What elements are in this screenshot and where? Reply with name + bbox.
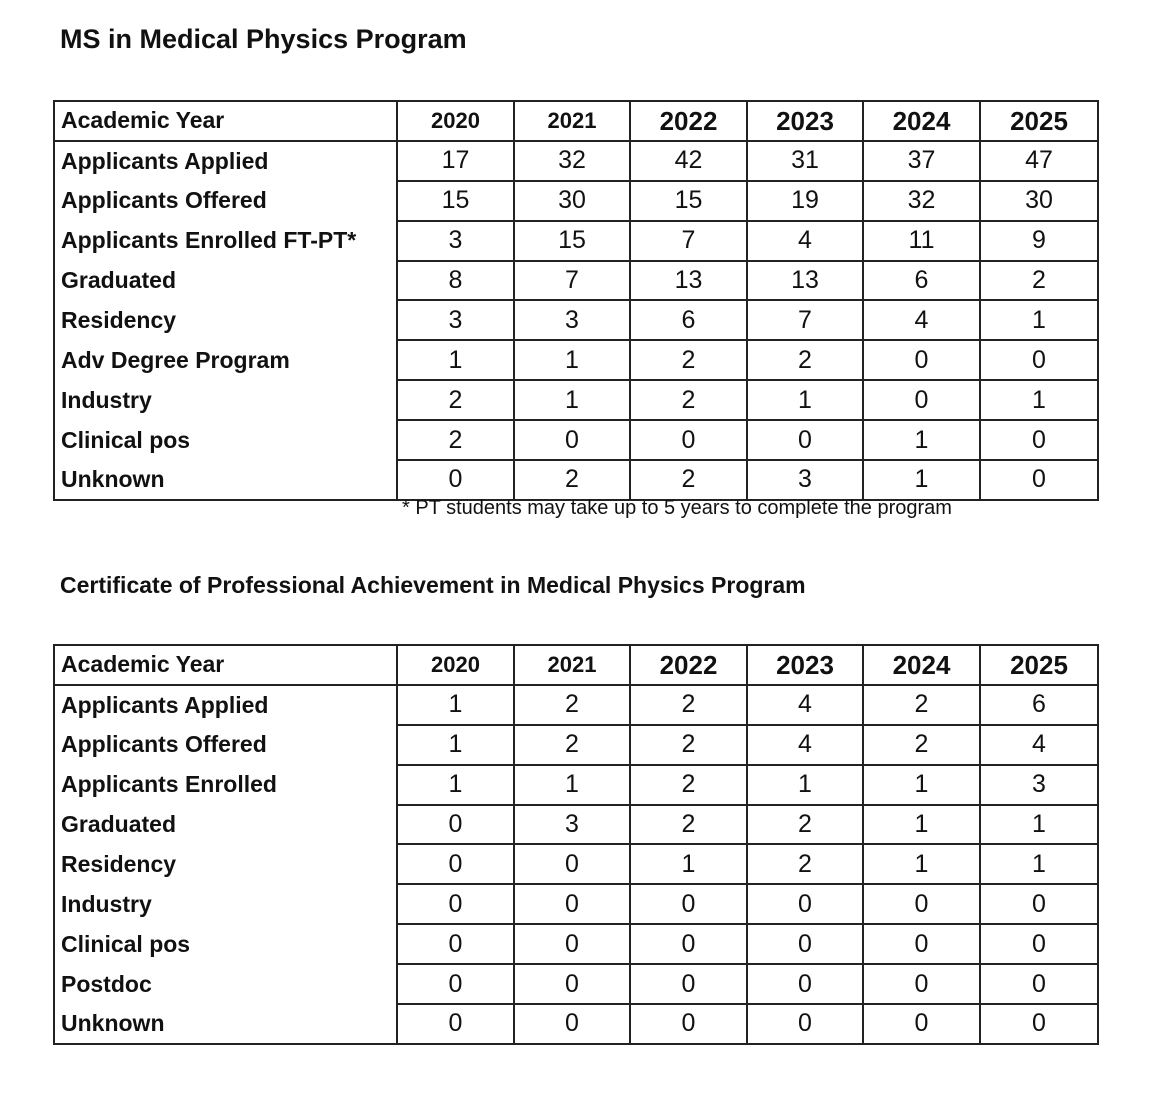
value-cell: 0 [747, 420, 863, 460]
row-label: Postdoc [54, 964, 397, 1004]
value-cell: 1 [397, 765, 514, 805]
value-cell: 7 [630, 221, 747, 261]
value-cell: 4 [863, 300, 980, 340]
value-cell: 0 [397, 844, 514, 884]
value-cell: 1 [747, 765, 863, 805]
value-cell: 2 [980, 261, 1098, 301]
value-cell: 47 [980, 141, 1098, 181]
row-label: Applicants Offered [54, 725, 397, 765]
value-cell: 1 [397, 340, 514, 380]
table-row [54, 1004, 1098, 1044]
value-cell: 0 [397, 460, 514, 500]
row-label: Unknown [54, 460, 397, 500]
value-cell: 1 [747, 380, 863, 420]
value-cell: 0 [980, 1004, 1098, 1044]
value-cell: 1 [514, 765, 630, 805]
value-cell: 1 [863, 765, 980, 805]
value-cell: 0 [863, 964, 980, 1004]
table-row [54, 964, 1098, 1004]
value-cell: 0 [397, 1004, 514, 1044]
value-cell: 15 [397, 181, 514, 221]
value-cell: 2 [630, 765, 747, 805]
table-header-row [54, 645, 1098, 685]
value-cell: 1 [863, 844, 980, 884]
year-header-cell: 2023 [747, 645, 863, 685]
value-cell: 4 [980, 725, 1098, 765]
row-label: Residency [54, 300, 397, 340]
value-cell: 1 [863, 805, 980, 845]
value-cell: 0 [514, 884, 630, 924]
row-label: Graduated [54, 261, 397, 301]
row-label: Industry [54, 380, 397, 420]
table-row [54, 844, 1098, 884]
year-header-cell: 2022 [630, 645, 747, 685]
table-row [54, 141, 1098, 181]
value-cell: 30 [514, 181, 630, 221]
row-label: Applicants Offered [54, 181, 397, 221]
value-cell: 1 [980, 805, 1098, 845]
value-cell: 1 [514, 340, 630, 380]
value-cell: 6 [630, 300, 747, 340]
row-label: Applicants Applied [54, 141, 397, 181]
table-header-row [54, 101, 1098, 141]
value-cell: 0 [630, 884, 747, 924]
value-cell: 3 [747, 460, 863, 500]
ms-footnote: * PT students may take up to 5 years to complete the program [402, 497, 952, 519]
value-cell: 0 [397, 805, 514, 845]
value-cell: 2 [514, 685, 630, 725]
value-cell: 0 [980, 340, 1098, 380]
value-cell: 6 [863, 261, 980, 301]
value-cell: 0 [397, 924, 514, 964]
value-cell: 15 [630, 181, 747, 221]
value-cell: 2 [397, 380, 514, 420]
value-cell: 0 [630, 1004, 747, 1044]
value-cell: 4 [747, 725, 863, 765]
table-row [54, 340, 1098, 380]
value-cell: 0 [863, 340, 980, 380]
value-cell: 0 [514, 924, 630, 964]
row-label: Applicants Enrolled FT-PT* [54, 221, 397, 261]
value-cell: 2 [863, 685, 980, 725]
value-cell: 30 [980, 181, 1098, 221]
value-cell: 0 [397, 964, 514, 1004]
table-row [54, 261, 1098, 301]
header-label: Academic Year [54, 645, 397, 685]
table-row [54, 805, 1098, 845]
value-cell: 3 [514, 300, 630, 340]
year-header-cell: 2020 [397, 645, 514, 685]
value-cell: 0 [630, 964, 747, 1004]
value-cell: 2 [514, 725, 630, 765]
value-cell: 1 [397, 685, 514, 725]
value-cell: 42 [630, 141, 747, 181]
value-cell: 0 [514, 1004, 630, 1044]
value-cell: 2 [630, 725, 747, 765]
value-cell: 0 [863, 1004, 980, 1044]
value-cell: 0 [397, 884, 514, 924]
row-label: Graduated [54, 805, 397, 845]
value-cell: 2 [630, 685, 747, 725]
year-header-cell: 2024 [863, 101, 980, 141]
ms-program-title: MS in Medical Physics Program [60, 24, 467, 54]
value-cell: 8 [397, 261, 514, 301]
value-cell: 31 [747, 141, 863, 181]
value-cell: 2 [630, 340, 747, 380]
value-cell: 32 [514, 141, 630, 181]
value-cell: 0 [747, 924, 863, 964]
value-cell: 2 [747, 805, 863, 845]
value-cell: 11 [863, 221, 980, 261]
value-cell: 3 [514, 805, 630, 845]
table-row [54, 420, 1098, 460]
table-row [54, 924, 1098, 964]
year-header-cell: 2025 [980, 101, 1098, 141]
table-row [54, 300, 1098, 340]
value-cell: 2 [514, 460, 630, 500]
table-row [54, 685, 1098, 725]
value-cell: 1 [514, 380, 630, 420]
value-cell: 0 [863, 380, 980, 420]
value-cell: 2 [630, 805, 747, 845]
value-cell: 17 [397, 141, 514, 181]
value-cell: 32 [863, 181, 980, 221]
value-cell: 3 [397, 221, 514, 261]
value-cell: 0 [747, 964, 863, 1004]
table-row [54, 460, 1098, 500]
row-label: Unknown [54, 1004, 397, 1044]
value-cell: 7 [747, 300, 863, 340]
value-cell: 7 [514, 261, 630, 301]
row-label: Residency [54, 844, 397, 884]
value-cell: 0 [747, 1004, 863, 1044]
value-cell: 19 [747, 181, 863, 221]
value-cell: 1 [630, 844, 747, 884]
row-label: Industry [54, 884, 397, 924]
value-cell: 0 [514, 844, 630, 884]
value-cell: 0 [980, 964, 1098, 1004]
value-cell: 2 [747, 340, 863, 380]
value-cell: 1 [397, 725, 514, 765]
header-label: Academic Year [54, 101, 397, 141]
certificate-program-table [53, 644, 1099, 1045]
value-cell: 2 [747, 844, 863, 884]
value-cell: 0 [980, 924, 1098, 964]
value-cell: 6 [980, 685, 1098, 725]
value-cell: 0 [630, 420, 747, 460]
value-cell: 9 [980, 221, 1098, 261]
ms-program-table [53, 100, 1099, 501]
value-cell: 0 [980, 460, 1098, 500]
value-cell: 0 [863, 924, 980, 964]
row-label: Adv Degree Program [54, 340, 397, 380]
value-cell: 2 [863, 725, 980, 765]
table-row [54, 765, 1098, 805]
value-cell: 1 [863, 460, 980, 500]
value-cell: 0 [630, 924, 747, 964]
value-cell: 15 [514, 221, 630, 261]
row-label: Applicants Enrolled [54, 765, 397, 805]
value-cell: 3 [397, 300, 514, 340]
value-cell: 1 [980, 380, 1098, 420]
row-label: Applicants Applied [54, 685, 397, 725]
year-header-cell: 2021 [514, 645, 630, 685]
value-cell: 1 [980, 844, 1098, 884]
value-cell: 1 [980, 300, 1098, 340]
table-row [54, 725, 1098, 765]
row-label: Clinical pos [54, 924, 397, 964]
year-header-cell: 2024 [863, 645, 980, 685]
value-cell: 13 [747, 261, 863, 301]
value-cell: 0 [980, 420, 1098, 460]
value-cell: 2 [630, 460, 747, 500]
value-cell: 2 [630, 380, 747, 420]
value-cell: 13 [630, 261, 747, 301]
value-cell: 0 [747, 884, 863, 924]
year-header-cell: 2021 [514, 101, 630, 141]
table-row [54, 884, 1098, 924]
year-header-cell: 2023 [747, 101, 863, 141]
table-row [54, 221, 1098, 261]
year-header-cell: 2025 [980, 645, 1098, 685]
value-cell: 1 [863, 420, 980, 460]
value-cell: 37 [863, 141, 980, 181]
value-cell: 2 [397, 420, 514, 460]
value-cell: 4 [747, 685, 863, 725]
certificate-program-title: Certificate of Professional Achievement in Medical Physics Program [60, 572, 806, 598]
row-label: Clinical pos [54, 420, 397, 460]
year-header-cell: 2022 [630, 101, 747, 141]
table-row [54, 380, 1098, 420]
value-cell: 0 [514, 420, 630, 460]
value-cell: 4 [747, 221, 863, 261]
value-cell: 0 [980, 884, 1098, 924]
value-cell: 0 [863, 884, 980, 924]
value-cell: 3 [980, 765, 1098, 805]
table-row [54, 181, 1098, 221]
value-cell: 0 [514, 964, 630, 1004]
year-header-cell: 2020 [397, 101, 514, 141]
